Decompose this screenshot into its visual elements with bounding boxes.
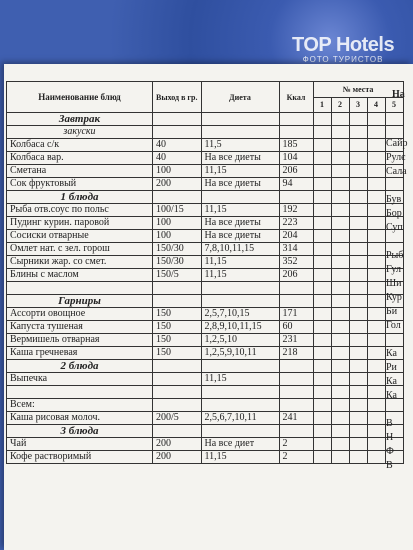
seat-cell	[313, 243, 331, 256]
dish-kcal: 192	[279, 204, 313, 217]
empty-cell	[153, 425, 202, 438]
seat-cell	[331, 438, 349, 451]
dish-output: 150/30	[153, 243, 202, 256]
dish-output: 200	[153, 178, 202, 191]
seat-cell	[313, 399, 331, 412]
dish-output: 150	[153, 347, 202, 360]
seat-cell	[331, 152, 349, 165]
empty-cell	[279, 282, 313, 295]
overflow-item: В	[386, 460, 393, 471]
seat-cell	[331, 308, 349, 321]
menu-row	[7, 139, 404, 152]
section-row	[7, 425, 404, 438]
section-title: закуски	[7, 126, 153, 139]
dish-kcal: 94	[279, 178, 313, 191]
overflow-item: Ка	[386, 376, 397, 387]
section-row	[7, 126, 404, 139]
seat-cell	[367, 243, 385, 256]
seat-cell	[331, 243, 349, 256]
seat-cell	[313, 152, 331, 165]
dish-kcal: 231	[279, 334, 313, 347]
empty-cell	[331, 360, 349, 373]
seat-cell	[349, 178, 367, 191]
dish-name: Кофе растворимый	[7, 451, 153, 464]
dish-kcal: 104	[279, 152, 313, 165]
seat-cell	[313, 347, 331, 360]
empty-cell	[153, 191, 202, 204]
seat-cell	[331, 230, 349, 243]
empty-cell	[367, 386, 385, 399]
seat-cell	[367, 334, 385, 347]
dish-kcal: 218	[279, 347, 313, 360]
empty-cell	[153, 113, 202, 126]
dish-kcal: 2	[279, 451, 313, 464]
seat-cell	[349, 269, 367, 282]
dish-output: 100	[153, 165, 202, 178]
seat-cell	[349, 412, 367, 425]
overflow-item: Сала	[386, 166, 407, 177]
empty-cell	[313, 425, 331, 438]
menu-row	[7, 308, 404, 321]
empty-cell	[349, 295, 367, 308]
dish-name: Сырники жар. со смет.	[7, 256, 153, 269]
seat-cell	[331, 412, 349, 425]
seat-cell	[349, 243, 367, 256]
empty-cell	[367, 126, 385, 139]
seat-cell	[313, 334, 331, 347]
seat-cell	[367, 178, 385, 191]
dish-name: Пудинг курин. паровой	[7, 217, 153, 230]
empty-cell	[313, 191, 331, 204]
empty-cell	[313, 386, 331, 399]
empty-cell	[367, 295, 385, 308]
seat-number-header: 5	[385, 97, 403, 113]
seat-cell	[313, 230, 331, 243]
seat-cell	[349, 139, 367, 152]
dish-diet: 2,8,9,10,11,15	[201, 321, 279, 334]
dish-name: Капуста тушеная	[7, 321, 153, 334]
section-title: Гарниры	[7, 295, 153, 308]
seat-cell	[367, 399, 385, 412]
overflow-item: Ка	[386, 348, 397, 359]
dish-name: Колбаса вар.	[7, 152, 153, 165]
seat-cell	[331, 204, 349, 217]
dish-name: Чай	[7, 438, 153, 451]
empty-cell	[367, 191, 385, 204]
overflow-item: Ри	[386, 362, 397, 373]
seat-cell	[349, 308, 367, 321]
seat-number-header: 1	[313, 97, 331, 113]
menu-row	[7, 256, 404, 269]
overflow-item: Був	[386, 194, 402, 205]
dish-output: 200	[153, 438, 202, 451]
seat-cell	[367, 204, 385, 217]
dish-diet: 1,2,5,10	[201, 334, 279, 347]
seat-cell	[313, 451, 331, 464]
dish-diet: 11,15	[201, 269, 279, 282]
dish-output: 100/15	[153, 204, 202, 217]
dish-diet: На все диет	[201, 438, 279, 451]
seat-cell	[349, 373, 367, 386]
empty-cell	[201, 386, 279, 399]
menu-row	[7, 347, 404, 360]
empty-cell	[279, 126, 313, 139]
overflow-item: Н	[386, 432, 394, 443]
seat-cell	[313, 412, 331, 425]
dish-kcal	[279, 373, 313, 386]
empty-cell	[349, 282, 367, 295]
dish-kcal: 223	[279, 217, 313, 230]
seat-cell	[331, 178, 349, 191]
seat-cell	[367, 373, 385, 386]
empty-cell	[279, 386, 313, 399]
dish-diet: 2,5,7,10,15	[201, 308, 279, 321]
menu-row	[7, 334, 404, 347]
empty-cell	[201, 191, 279, 204]
dish-name: Блины с маслом	[7, 269, 153, 282]
header-kcal: Ккал	[279, 82, 313, 113]
dish-diet: 7,8,10,11,15	[201, 243, 279, 256]
seat-cell	[349, 230, 367, 243]
empty-cell	[331, 282, 349, 295]
dish-diet: На все диеты	[201, 217, 279, 230]
dish-diet: 2,5,6,7,10,11	[201, 412, 279, 425]
seat-cell	[313, 321, 331, 334]
seat-cell	[349, 152, 367, 165]
empty-cell	[313, 295, 331, 308]
empty-cell	[313, 126, 331, 139]
header-row	[7, 82, 404, 98]
dish-output	[153, 373, 202, 386]
header-name: Наименование блюд	[7, 82, 153, 113]
dish-diet: 11,15	[201, 373, 279, 386]
dish-output: 40	[153, 139, 202, 152]
dish-output: 150/30	[153, 256, 202, 269]
empty-cell	[367, 425, 385, 438]
dish-name: Каша рисовая молоч.	[7, 412, 153, 425]
seat-cell	[367, 217, 385, 230]
seat-cell	[313, 256, 331, 269]
menu-row	[7, 230, 404, 243]
empty-cell	[349, 425, 367, 438]
menu-row	[7, 399, 404, 412]
section-title: 3 блюда	[7, 425, 153, 438]
seat-cell	[367, 152, 385, 165]
menu-row	[7, 412, 404, 425]
dish-output: 100	[153, 217, 202, 230]
seat-cell	[349, 438, 367, 451]
dish-name: Колбаса с/к	[7, 139, 153, 152]
empty-cell	[313, 113, 331, 126]
overflow-header: На	[392, 89, 405, 100]
seat-cell	[331, 269, 349, 282]
empty-cell	[201, 113, 279, 126]
next-column-partial	[386, 81, 413, 531]
dish-output: 150	[153, 334, 202, 347]
empty-cell	[367, 360, 385, 373]
menu-row	[7, 217, 404, 230]
seat-cell	[349, 217, 367, 230]
overflow-item: Суп	[386, 222, 403, 233]
empty-cell	[313, 360, 331, 373]
blank-row	[7, 282, 404, 295]
menu-row	[7, 243, 404, 256]
dish-kcal: 185	[279, 139, 313, 152]
dish-kcal: 206	[279, 165, 313, 178]
seat-cell	[367, 347, 385, 360]
dish-diet	[201, 399, 279, 412]
seat-cell	[349, 204, 367, 217]
dish-output: 100	[153, 230, 202, 243]
overflow-item: Ши	[386, 278, 402, 289]
dish-name: Сметана	[7, 165, 153, 178]
seat-cell	[367, 139, 385, 152]
seat-cell	[331, 334, 349, 347]
empty-cell	[153, 282, 202, 295]
dish-output: 150	[153, 321, 202, 334]
dish-kcal: 171	[279, 308, 313, 321]
seat-cell	[331, 321, 349, 334]
empty-cell	[331, 295, 349, 308]
blank-row	[7, 386, 404, 399]
empty-cell	[331, 191, 349, 204]
seat-cell	[331, 399, 349, 412]
empty-cell	[349, 386, 367, 399]
empty-cell	[349, 191, 367, 204]
seat-cell	[367, 269, 385, 282]
dish-kcal: 204	[279, 230, 313, 243]
seat-cell	[367, 451, 385, 464]
dish-name: Вермишель отварная	[7, 334, 153, 347]
empty-cell	[279, 360, 313, 373]
overflow-item: Би	[386, 306, 398, 317]
seat-cell	[331, 139, 349, 152]
empty-cell	[279, 425, 313, 438]
dish-diet: На все диеты	[201, 152, 279, 165]
empty-cell	[153, 126, 202, 139]
dish-kcal: 314	[279, 243, 313, 256]
dish-name: Сосиски отварные	[7, 230, 153, 243]
seat-cell	[331, 373, 349, 386]
overflow-item: Гол	[386, 320, 401, 331]
empty-cell	[153, 386, 202, 399]
menu-row	[7, 438, 404, 451]
seat-cell	[313, 204, 331, 217]
overflow-item: Бор	[386, 208, 402, 219]
dish-kcal	[279, 399, 313, 412]
seat-cell	[331, 347, 349, 360]
dish-name: Всем:	[7, 399, 153, 412]
seat-cell	[349, 256, 367, 269]
empty-cell	[153, 295, 202, 308]
dish-name: Ассорти овощное	[7, 308, 153, 321]
empty-cell	[7, 386, 153, 399]
menu-row	[7, 152, 404, 165]
section-title: 1 блюда	[7, 191, 153, 204]
section-row	[7, 191, 404, 204]
menu-row	[7, 451, 404, 464]
dish-diet: 11,15	[201, 451, 279, 464]
menu-row	[7, 204, 404, 217]
section-title: 2 блюда	[7, 360, 153, 373]
dish-diet: На все диеты	[201, 178, 279, 191]
overflow-item: Рыб	[386, 250, 404, 261]
seat-cell	[349, 165, 367, 178]
dish-name: Каша гречневая	[7, 347, 153, 360]
seat-cell	[313, 178, 331, 191]
empty-cell	[331, 113, 349, 126]
header-seats: № места	[313, 82, 403, 98]
overflow-item: Сайр	[386, 138, 408, 149]
menu-row	[7, 321, 404, 334]
empty-cell	[153, 360, 202, 373]
header-output: Выход в гр.	[153, 82, 202, 113]
seat-cell	[367, 230, 385, 243]
dish-diet: 11,15	[201, 256, 279, 269]
menu-row	[7, 178, 404, 191]
seat-number-header: 4	[367, 97, 385, 113]
dish-name: Рыба отв.соус по польс	[7, 204, 153, 217]
empty-cell	[349, 126, 367, 139]
dish-name: Омлет нат. с зел. горош	[7, 243, 153, 256]
dish-output: 200/5	[153, 412, 202, 425]
seat-cell	[349, 347, 367, 360]
section-row	[7, 113, 404, 126]
seat-cell	[331, 256, 349, 269]
dish-name: Сок фруктовый	[7, 178, 153, 191]
empty-cell	[367, 282, 385, 295]
dish-output: 150	[153, 308, 202, 321]
watermark-brand: TOP Hotels	[292, 34, 395, 56]
empty-cell	[7, 282, 153, 295]
seat-cell	[313, 217, 331, 230]
empty-cell	[201, 360, 279, 373]
seat-cell	[331, 165, 349, 178]
empty-cell	[331, 386, 349, 399]
overflow-item: Рулє	[386, 152, 406, 163]
seat-cell	[367, 308, 385, 321]
seat-cell	[349, 334, 367, 347]
seat-cell	[367, 165, 385, 178]
empty-cell	[331, 425, 349, 438]
empty-cell	[313, 282, 331, 295]
menu-row	[7, 269, 404, 282]
dish-kcal: 206	[279, 269, 313, 282]
dish-kcal: 352	[279, 256, 313, 269]
empty-cell	[279, 113, 313, 126]
seat-cell	[367, 412, 385, 425]
overflow-item: В	[386, 418, 393, 429]
empty-cell	[201, 282, 279, 295]
overflow-item: Ф	[386, 446, 394, 457]
dish-diet: На все диеты	[201, 230, 279, 243]
seat-cell	[367, 438, 385, 451]
overflow-item: Гул	[386, 264, 401, 275]
overflow-item: Ка	[386, 390, 397, 401]
seat-cell	[349, 451, 367, 464]
seat-cell	[313, 308, 331, 321]
watermark-sub: ФОТО ТУРИСТОВ	[302, 55, 384, 64]
seat-number-header: 2	[331, 97, 349, 113]
menu-table	[6, 81, 404, 464]
dish-diet: 11,5	[201, 139, 279, 152]
section-title: Завтрак	[7, 113, 153, 126]
empty-cell	[201, 425, 279, 438]
dish-output: 200	[153, 451, 202, 464]
dish-name: Выпечка	[7, 373, 153, 386]
seat-cell	[313, 165, 331, 178]
dish-kcal: 60	[279, 321, 313, 334]
seat-number-header: 3	[349, 97, 367, 113]
dish-diet: 11,15	[201, 165, 279, 178]
dish-diet: 11,15	[201, 204, 279, 217]
empty-cell	[279, 295, 313, 308]
section-row	[7, 360, 404, 373]
empty-cell	[331, 126, 349, 139]
seat-cell	[331, 217, 349, 230]
seat-cell	[331, 451, 349, 464]
seat-cell	[313, 269, 331, 282]
empty-cell	[279, 191, 313, 204]
seat-cell	[313, 373, 331, 386]
dish-output: 40	[153, 152, 202, 165]
dish-kcal: 241	[279, 412, 313, 425]
seat-cell	[367, 321, 385, 334]
empty-cell	[367, 113, 385, 126]
section-row	[7, 295, 404, 308]
dish-output: 150/5	[153, 269, 202, 282]
empty-cell	[349, 113, 367, 126]
empty-cell	[201, 295, 279, 308]
dish-output	[153, 399, 202, 412]
seat-cell	[349, 399, 367, 412]
seat-cell	[349, 321, 367, 334]
seat-cell	[367, 256, 385, 269]
header-diet: Диета	[201, 82, 279, 113]
dish-diet: 1,2,5,9,10,11	[201, 347, 279, 360]
empty-cell	[349, 360, 367, 373]
watermark-logo	[292, 34, 394, 64]
overflow-item: Кур	[386, 292, 402, 303]
seat-cell	[313, 139, 331, 152]
seat-cell	[313, 438, 331, 451]
dish-kcal: 2	[279, 438, 313, 451]
menu-row	[7, 373, 404, 386]
empty-cell	[201, 126, 279, 139]
menu-row	[7, 165, 404, 178]
